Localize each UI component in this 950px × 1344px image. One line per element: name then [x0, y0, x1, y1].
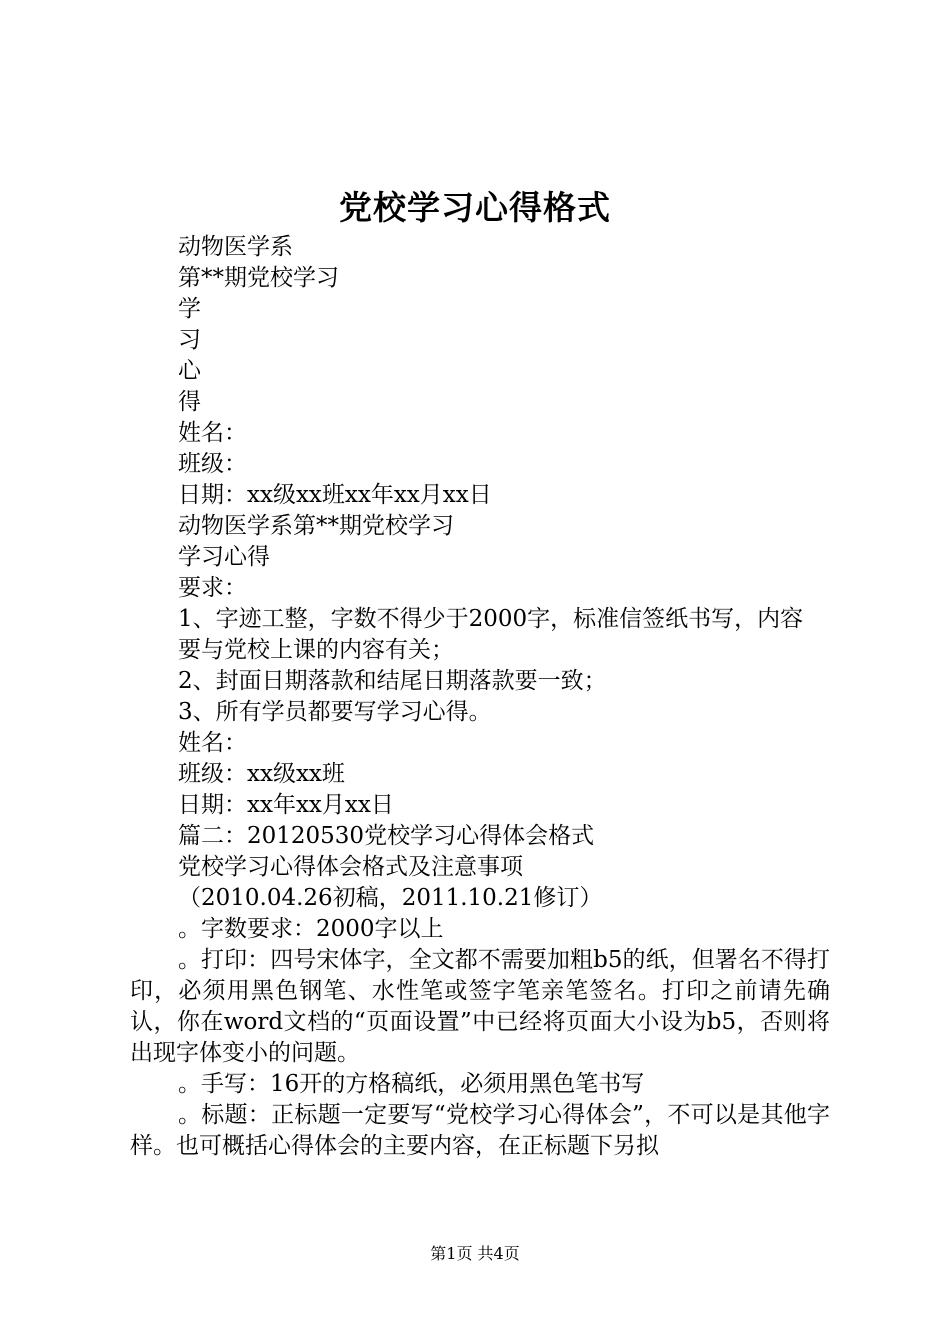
paragraph: 姓名： — [178, 420, 247, 446]
page-footer: 第1页 共4页 — [430, 1244, 520, 1263]
paragraph: 班级： — [178, 451, 247, 477]
paragraph: 篇二：20120530党校学习心得体会格式 — [178, 823, 595, 849]
paragraph: 日期：xx级xx班xx年xx月xx日 — [178, 482, 492, 508]
paragraph: 要求： — [178, 575, 247, 601]
paragraph: 1、字迹工整，字数不得少于2000字，标准信签纸书写，内容 — [178, 606, 804, 632]
paragraph: 。标题：正标题一定要写“党校学习心得体会”，不可以是其他字样。也可概括心得体会的主要内容，在正标题下另拟 — [130, 1102, 830, 1159]
paragraph: 日期：xx年xx月xx日 — [178, 792, 394, 818]
paragraph: 动物医学系第**期党校学习 — [178, 513, 454, 539]
paragraph: 学习心得 — [178, 544, 270, 570]
paragraph: 3、所有学员都要写学习心得。 — [178, 699, 492, 725]
paragraph: 2、封面日期落款和结尾日期落款要一致； — [178, 668, 607, 694]
paragraph: 学 — [178, 296, 201, 322]
document-title: 党校学习心得格式 — [339, 188, 611, 227]
paragraph: 。手写：16开的方格稿纸，必须用黑色笔书写 — [178, 1071, 645, 1097]
paragraph: 心 — [178, 358, 201, 384]
paragraph: 姓名： — [178, 730, 247, 756]
paragraph: 。字数要求：2000字以上 — [178, 916, 444, 942]
paragraph: 要与党校上课的内容有关； — [178, 637, 454, 663]
paragraph: （2010.04.26初稿，2011.10.21修订） — [178, 885, 603, 911]
paragraph: 第**期党校学习 — [178, 265, 339, 291]
paragraph: 班级：xx级xx班 — [178, 761, 345, 787]
paragraph: 习 — [178, 327, 201, 353]
paragraph: 。打印：四号宋体字，全文都不需要加粗b5的纸，但署名不得打印，必须用黑色钢笔、水性笔或签字笔亲笔签名。打印之前请先确认，你在word文档的“页面设置”中已经将页面大小设为b5，否则将出现字体变小的问题。 — [130, 947, 830, 1066]
paragraph: 党校学习心得体会格式及注意事项 — [178, 854, 523, 880]
paragraph: 动物医学系 — [178, 234, 293, 260]
document-body — [130, 232, 830, 1162]
paragraph: 得 — [178, 389, 201, 415]
